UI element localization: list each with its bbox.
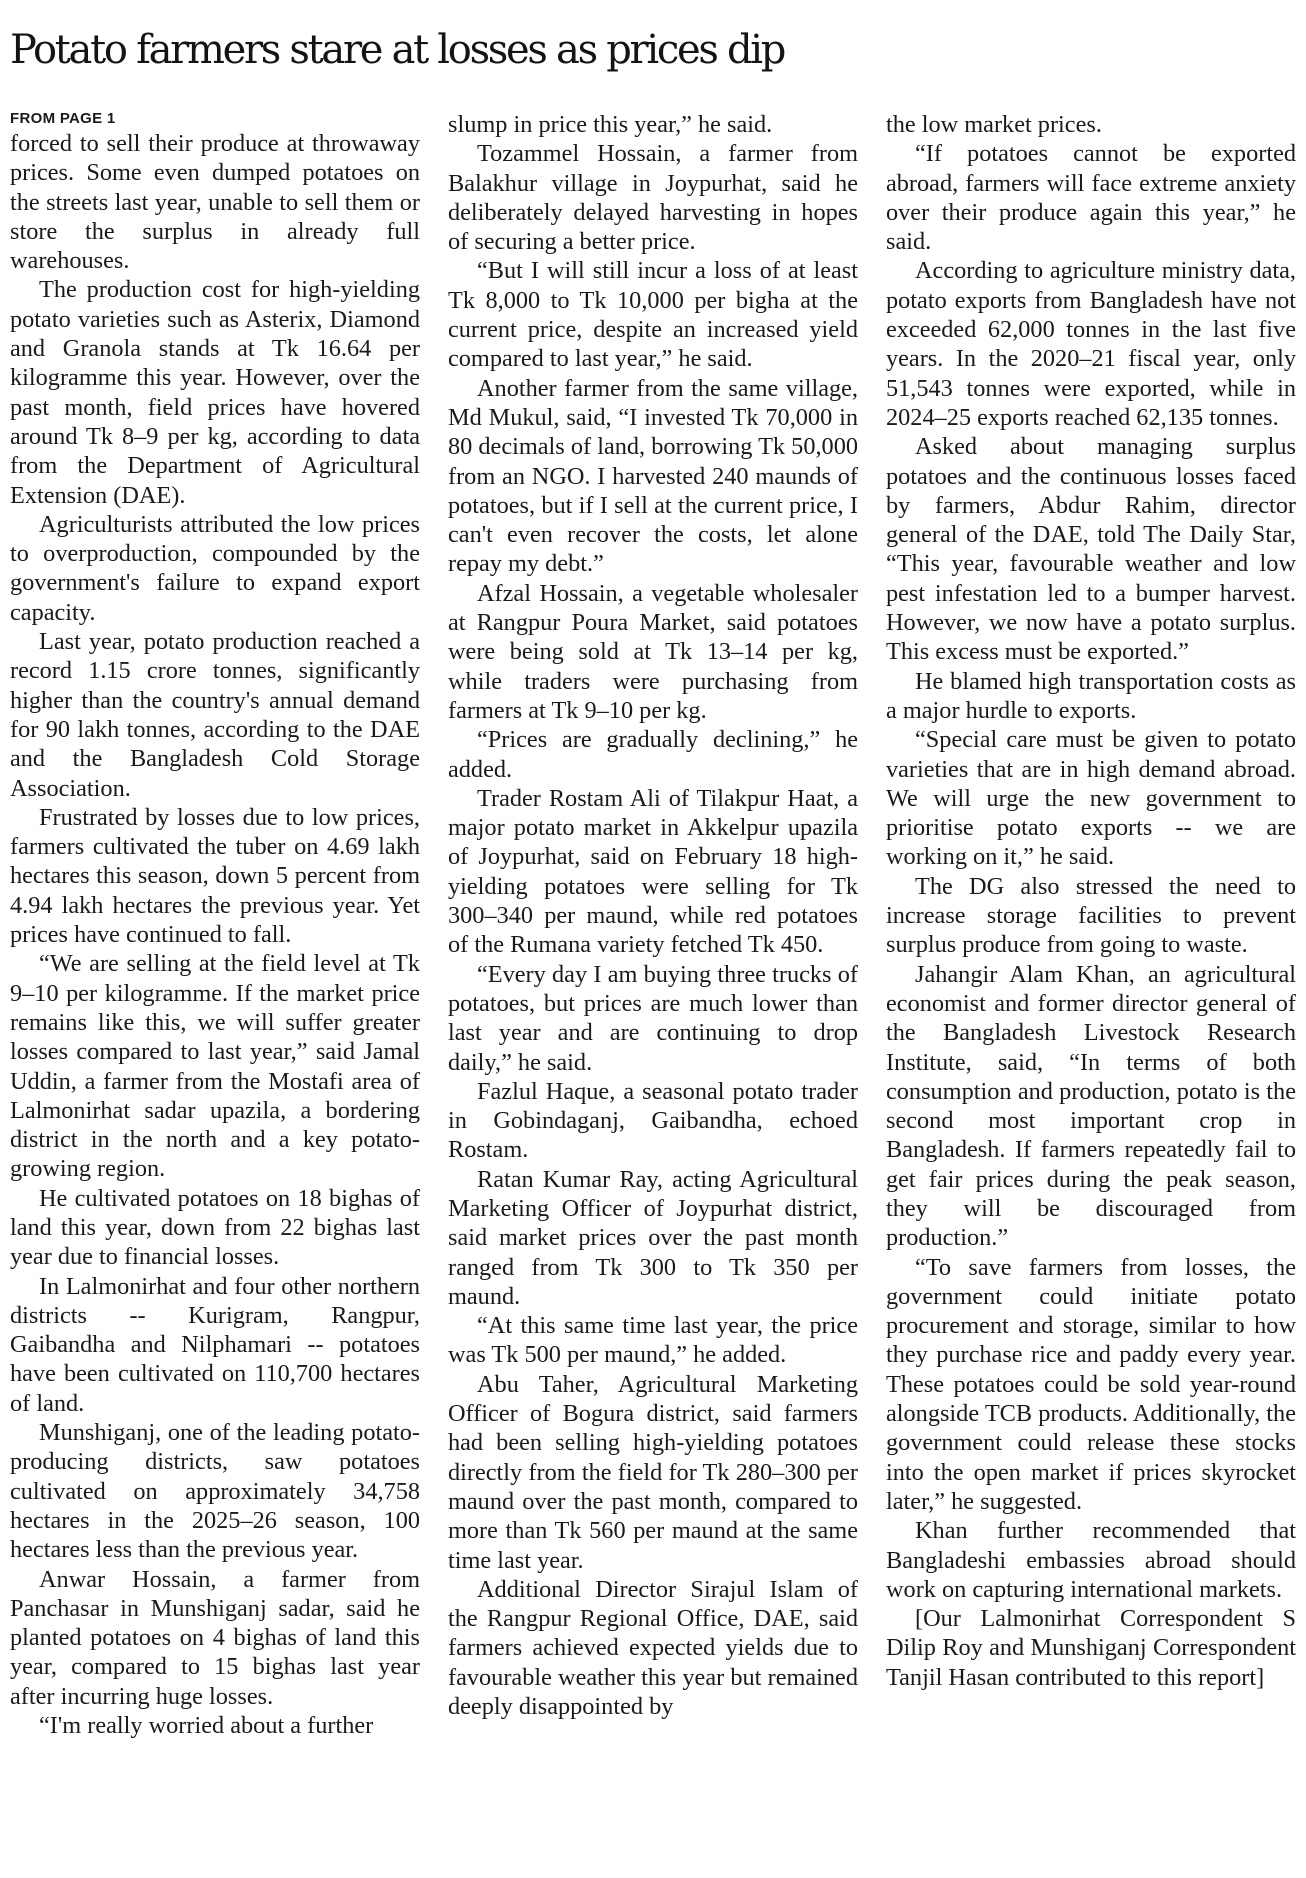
paragraph: [Our Lalmonirhat Correspondent S Dilip Roy and Munshiganj Correspondent Tanjil Hasan contributed to this report] xyxy=(886,1605,1296,1691)
paragraph: The production cost for high-yielding potato varieties such as Asterix, Diamond and Granola stands at Tk 16.64 per kilogramme this year. However, over the past month, field prices have hovered around Tk 8–9 per kg, according to data from the Department of Agricultural Extension (DAE). xyxy=(10,276,420,509)
paragraph: Ratan Kumar Ray, acting Agricultural Marketing Officer of Joypurhat district, said market prices over the past month ranged from Tk 300 to Tk 350 per maund. xyxy=(448,1165,858,1310)
article-columns xyxy=(10,110,1296,1874)
headline: Potato farmers stare at losses as prices dip xyxy=(10,27,785,73)
paragraph: “If potatoes cannot be exported abroad, farmers will face extreme anxiety over their produce again this year,” he said. xyxy=(886,140,1296,256)
paragraph: Last year, potato production reached a record 1.15 crore tonnes, significantly higher than the country's annual demand for 90 lakh tonnes, according to the DAE and the Bangladesh Cold Storage Association. xyxy=(10,628,420,802)
paragraph: the low market prices. xyxy=(886,111,1102,138)
paragraph: Trader Rostam Ali of Tilakpur Haat, a major potato market in Akkelpur upazila of Joypurhat, said on February 18 high-yielding potatoes were selling for Tk 300–340 per maund, while red potatoes of the Rumana variety fetched Tk 450. xyxy=(448,784,858,959)
continuation-kicker: FROM PAGE 1 xyxy=(10,110,116,127)
paragraph: Anwar Hossain, a farmer from Panchasar in Munshiganj sadar, said he planted potatoes on 4 bighas of land this year, compared to 15 bighas last year after incurring huge losses. xyxy=(10,1565,420,1710)
paragraph: He cultivated potatoes on 18 bighas of land this year, down from 22 bighas last year due to financial losses. xyxy=(10,1184,420,1271)
column-2 xyxy=(448,110,858,1874)
paragraph: forced to sell their produce at throwaway prices. Some even dumped potatoes on the streets last year, unable to sell them or store the surplus in already full warehouses. xyxy=(10,130,420,275)
column-1 xyxy=(10,110,420,1874)
paragraph: Munshiganj, one of the leading potato-producing districts, saw potatoes cultivated on approximately 34,758 hectares in the 2025–26 season, 100 hectares less than the previous year. xyxy=(10,1419,420,1564)
paragraph: “I'm really worried about a further xyxy=(39,1712,374,1740)
paragraph: He blamed high transportation costs as a major hurdle to exports. xyxy=(886,667,1296,724)
paragraph: Khan further recommended that Bangladeshi embassies abroad should work on capturing international markets. xyxy=(886,1517,1296,1603)
paragraph: Agriculturists attributed the low prices to overproduction, compounded by the government's failure to expand export capacity. xyxy=(10,510,420,626)
paragraph: “Special care must be given to potato varieties that are in high demand abroad. We will urge the new government to prioritise potato exports -- we are working on it,” he said. xyxy=(886,726,1296,871)
paragraph: The DG also stressed the need to increase storage facilities to prevent surplus produce from going to waste. xyxy=(886,872,1296,959)
paragraph: Additional Director Sirajul Islam of the Rangpur Regional Office, DAE, said farmers achieved expected yields due to favourable weather this year but remained deeply disappointed by xyxy=(448,1575,858,1721)
column-3 xyxy=(886,110,1296,1874)
paragraph: “We are selling at the field level at Tk 9–10 per kilogramme. If the market price remains like this, we will suffer greater losses compared to last year,” said Jamal Uddin, a farmer from the Mostafi area of Lalmonirhat sadar upazila, a bordering district in the north and a key potato-growing region. xyxy=(10,950,420,1183)
paragraph: Jahangir Alam Khan, an agricultural economist and former director general of the Bangladesh Livestock Research Institute, said, “In terms of both consumption and production, potato is the second most important crop in Bangladesh. If farmers repeatedly fail to get fair prices during the peak season, they will be discouraged from production.” xyxy=(886,960,1296,1252)
paragraph: “At this same time last year, the price was Tk 500 per maund,” he added. xyxy=(448,1312,858,1369)
paragraph: slump in price this year,” he said. xyxy=(448,111,773,138)
paragraph: “Prices are gradually declining,” he added. xyxy=(448,726,858,783)
paragraph: Asked about managing surplus potatoes and the continuous losses faced by farmers, Abdur Rahim, director general of the DAE, told The Daily Star, “This year, favourable weather and low pest infestation led to a bumper harvest. However, we now have a potato surplus. This excess must be exported.” xyxy=(886,433,1296,666)
paragraph: According to agriculture ministry data, potato exports from Bangladesh have not exceeded 62,000 tonnes in the last five years. In the 2020–21 fiscal year, only 51,543 tonnes were exported, while in 2024–25 exports reached 62,135 tonnes. xyxy=(886,257,1296,431)
paragraph: “Every day I am buying three trucks of potatoes, but prices are much lower than last year and are continuing to drop daily,” he said. xyxy=(448,960,858,1076)
paragraph: In Lalmonirhat and four other northern districts -- Kurigram, Rangpur, Gaibandha and Nilphamari -- potatoes have been cultivated on 110,700 hectares of land. xyxy=(10,1272,420,1417)
paragraph: Tozammel Hossain, a farmer from Balakhur village in Joypurhat, said he deliberately delayed harvesting in hopes of securing a better price. xyxy=(448,140,858,256)
paragraph: “To save farmers from losses, the government could initiate potato procurement and storage, similar to how they purchase rice and paddy every year. These potatoes could be sold year-round alongside TCB products. Additionally, the government could release these stocks into the open market if prices skyrocket later,” he suggested. xyxy=(886,1253,1296,1515)
paragraph: Another farmer from the same village, Md Mukul, said, “I invested Tk 70,000 in 80 decimals of land, borrowing Tk 50,000 from an NGO. I harvested 240 maunds of potatoes, but if I sell at the current price, I can't even recover the costs, let alone repay my debt.” xyxy=(448,374,858,578)
paragraph: Afzal Hossain, a vegetable wholesaler at Rangpur Poura Market, said potatoes were being sold at Tk 13–14 per kg, while traders were purchasing from farmers at Tk 9–10 per kg. xyxy=(448,579,858,724)
paragraph: “But I will still incur a loss of at least Tk 8,000 to Tk 10,000 per bigha at the current price, despite an increased yield compared to last year,” he said. xyxy=(448,257,858,373)
paragraph: Abu Taher, Agricultural Marketing Officer of Bogura district, said farmers had been selling high-yielding potatoes directly from the field for Tk 280–300 per maund over the past month, compared to more than Tk 560 per maund at the same time last year. xyxy=(448,1370,858,1574)
paragraph: Frustrated by losses due to low prices, farmers cultivated the tuber on 4.69 lakh hectares this season, down 5 percent from 4.94 lakh hectares the previous year. Yet prices have continued to fall. xyxy=(10,803,420,949)
paragraph: Fazlul Haque, a seasonal potato trader in Gobindaganj, Gaibandha, echoed Rostam. xyxy=(448,1077,858,1164)
